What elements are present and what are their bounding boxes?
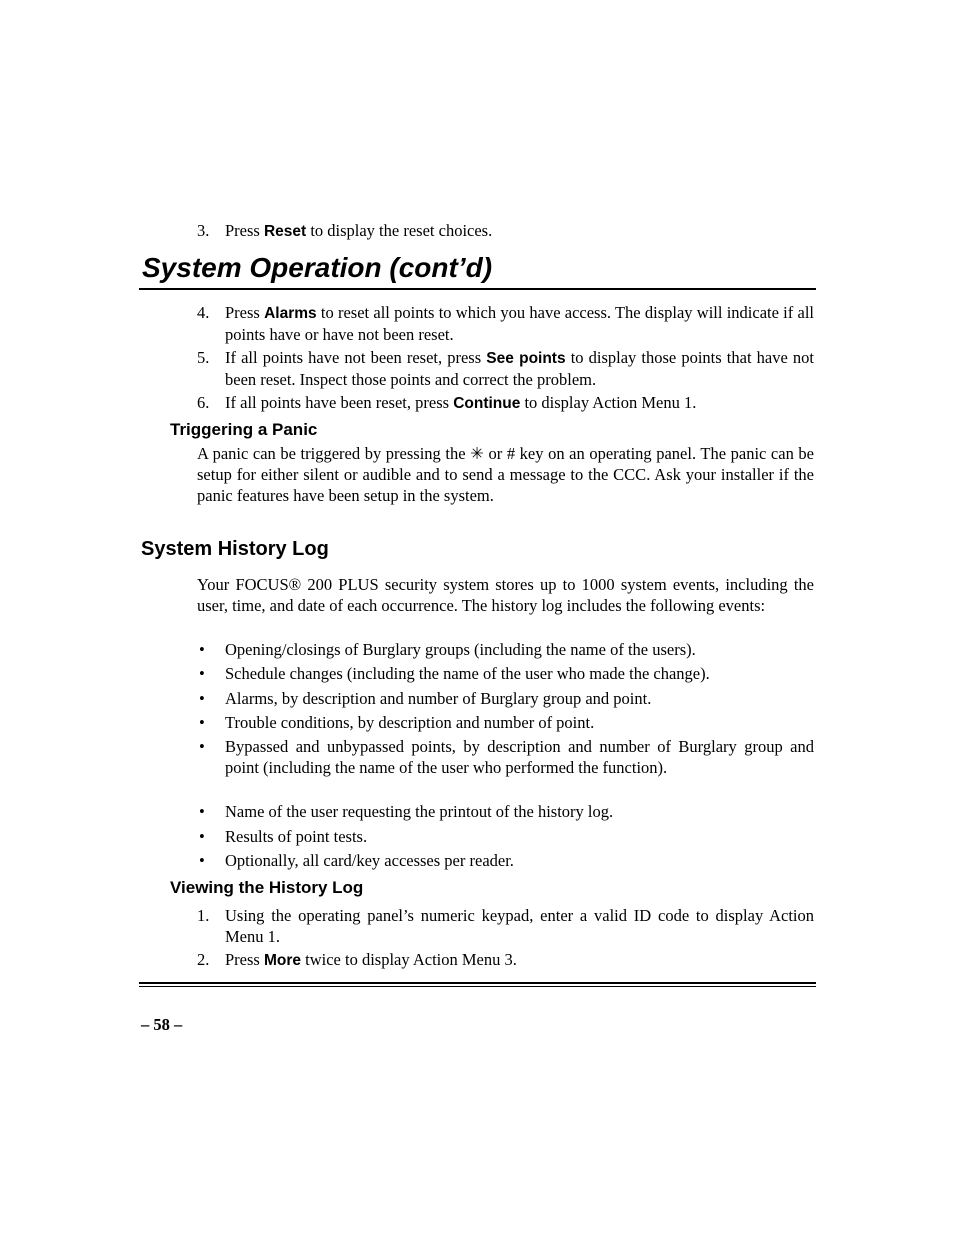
viewing-heading: Viewing the History Log [170,878,364,897]
title-rule [139,288,816,290]
step-number: 2. [197,950,210,969]
footer-rule-thin [139,986,816,987]
viewing-step-1 [197,905,814,948]
history-intro: Your FOCUS® 200 PLUS security system stores up to 1000 system events, including the user, time, and date of each occurrence. The history log includes the following events: [197,575,814,615]
step-text: If all points have not been reset, press See points to display those points that have not been reset. Inspect those points and correct the problem. [225,348,814,389]
bullet-item: • Results of point tests. [199,827,368,846]
step-3 [197,220,814,242]
step-number: 4. [197,303,210,322]
panic-paragraph: A panic can be triggered by pressing the ✳ or # key on an operating panel. The panic can be setup for either silent or audible and to send a message to the CCC. Ask your installer if the panic features have been setup in the system. [197,444,814,505]
key-label: Continue [453,395,521,412]
step-text: Press More twice to display Action Menu 3. [225,950,517,969]
key-label: More [263,952,302,969]
bullet-icon: • [199,640,205,659]
panic-heading: Triggering a Panic [170,420,318,439]
step-text: Press Alarms to reset all points to which you have access. The display will indicate if all points have or have not been reset. [225,303,814,344]
bullet-item: • Schedule changes (including the name of the user who made the change). [199,664,710,683]
step-4 [197,302,814,345]
bullet-icon: • [199,802,205,821]
step-5 [197,347,814,390]
bullet-item: • Trouble conditions, by description and number of point. [199,713,595,732]
footer-rule [139,982,816,984]
bullet-item: • Opening/closings of Burglary groups (including the name of the users). [199,640,696,659]
bullet-item: • Bypassed and unbypassed points, by description and number of Burglary group and point (including the name of the user who performed the function). [199,737,814,777]
bullet-icon: • [199,664,205,683]
step-number: 5. [197,348,210,367]
key-label: See points [486,350,566,367]
bullet-icon: • [199,689,205,708]
bullet-item: • Name of the user requesting the printout of the history log. [199,802,614,821]
step-6 [197,392,814,414]
bullet-icon: • [199,827,205,846]
step-text: Using the operating panel’s numeric keypad, enter a valid ID code to display Action Menu 1. [225,906,814,946]
bullet-icon: • [199,737,205,756]
viewing-step-2 [197,949,814,971]
key-label: Alarms [264,305,317,322]
bullet-item: • Alarms, by description and number of Burglary group and point. [199,689,652,708]
bullet-item: • Optionally, all card/key accesses per reader. [199,851,514,870]
key-label: Reset [263,223,307,240]
bullet-icon: • [199,851,205,870]
page-number: – 58 – [141,1015,183,1034]
bullet-icon: • [199,713,205,732]
step-text: If all points have been reset, press Continue to display Action Menu 1. [225,393,697,412]
step-text: Press Reset to display the reset choices. [225,221,493,240]
step-number: 1. [197,906,210,925]
history-heading: System History Log [141,538,329,560]
step-number: 3. [197,221,210,240]
page-title: System Operation (cont’d) [142,252,493,283]
step-number: 6. [197,393,210,412]
